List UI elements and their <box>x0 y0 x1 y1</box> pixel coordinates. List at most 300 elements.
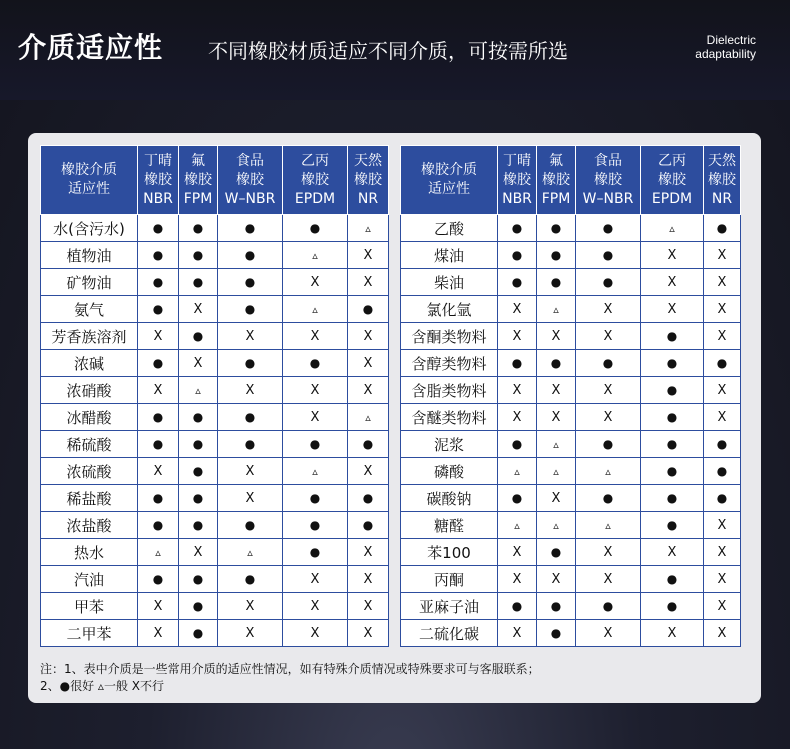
rating-cell <box>704 215 741 242</box>
rating-cell <box>537 215 576 242</box>
rating-cell <box>704 404 741 431</box>
col-4-text: 乙丙 橡胶 EPDM <box>294 152 336 207</box>
rating-cell <box>138 458 179 485</box>
medium-name: 柴油 <box>401 269 498 296</box>
rating-cell <box>138 377 179 404</box>
rating-cell <box>218 620 283 647</box>
rating-cell <box>537 242 576 269</box>
rating-bad-icon: X <box>363 248 373 263</box>
table-row <box>401 566 741 593</box>
right-table-body <box>401 215 741 647</box>
rating-good-icon: ● <box>192 275 204 289</box>
rating-cell <box>283 593 348 620</box>
rating-cell <box>218 485 283 512</box>
rating-cell <box>498 296 537 323</box>
table-row <box>41 242 389 269</box>
rating-good-icon: ● <box>309 491 321 505</box>
rating-cell <box>283 350 348 377</box>
rating-cell <box>283 269 348 296</box>
rating-bad-icon: X <box>245 329 255 344</box>
rating-bad-icon: X <box>603 302 613 317</box>
rating-cell <box>348 431 389 458</box>
rating-cell <box>576 269 641 296</box>
rating-good-icon: ● <box>550 221 562 235</box>
rating-cell <box>641 485 704 512</box>
rating-cell <box>348 242 389 269</box>
rating-cell <box>348 620 389 647</box>
table-row <box>41 539 389 566</box>
rating-good-icon: ● <box>244 275 256 289</box>
rating-cell <box>576 485 641 512</box>
rating-good-icon: ● <box>192 437 204 451</box>
rating-bad-icon: X <box>551 383 561 398</box>
rating-good-icon: ● <box>550 356 562 370</box>
rating-good-icon: ● <box>152 410 164 424</box>
rating-cell <box>576 296 641 323</box>
column-header-wnbr <box>576 146 641 215</box>
rating-cell <box>218 323 283 350</box>
rating-cell <box>537 404 576 431</box>
rating-good-icon: ● <box>244 248 256 262</box>
rating-good-icon: ● <box>362 437 374 451</box>
rating-bad-icon: X <box>310 383 320 398</box>
col-1-text: 丁晴 橡胶 NBR <box>143 152 173 207</box>
rating-bad-icon: X <box>310 599 320 614</box>
rating-bad-icon: X <box>363 599 373 614</box>
rating-good-icon: ● <box>666 356 678 370</box>
rating-cell <box>498 269 537 296</box>
rating-bad-icon: X <box>603 572 613 587</box>
rating-fair-icon: ▵ <box>553 519 559 532</box>
rating-cell <box>641 350 704 377</box>
rating-bad-icon: X <box>363 545 373 560</box>
rating-cell <box>179 242 218 269</box>
table-row <box>401 296 741 323</box>
rating-good-icon: ● <box>309 221 321 235</box>
rating-bad-icon: X <box>717 626 727 641</box>
rating-cell <box>179 404 218 431</box>
rating-cell <box>348 296 389 323</box>
rating-good-icon: ● <box>550 599 562 613</box>
rating-cell <box>138 215 179 242</box>
rating-cell <box>576 215 641 242</box>
rating-cell <box>218 593 283 620</box>
table-row <box>401 431 741 458</box>
medium-name: 含醚类物料 <box>401 404 498 431</box>
rating-cell <box>537 323 576 350</box>
rating-bad-icon: X <box>153 464 163 479</box>
rating-cell <box>218 296 283 323</box>
rating-good-icon: ● <box>192 464 204 478</box>
rating-cell <box>218 404 283 431</box>
rating-cell <box>537 296 576 323</box>
col-3-text: 食品 橡胶 W–NBR <box>224 152 276 207</box>
medium-name: 煤油 <box>401 242 498 269</box>
rating-cell <box>218 566 283 593</box>
rating-good-icon: ● <box>152 221 164 235</box>
column-header-nr <box>348 146 389 215</box>
table-row <box>41 377 389 404</box>
rating-bad-icon: X <box>363 356 373 371</box>
rating-cell <box>576 458 641 485</box>
column-header-fpm <box>179 146 218 215</box>
rating-cell <box>498 431 537 458</box>
col-2-text: 氟 橡胶 FPM <box>183 152 213 207</box>
rating-cell <box>576 350 641 377</box>
table-row <box>401 539 741 566</box>
medium-name: 二硫化碳 <box>401 620 498 647</box>
rating-bad-icon: X <box>310 626 320 641</box>
medium-name: 含醇类物料 <box>401 350 498 377</box>
rating-cell <box>348 485 389 512</box>
rating-cell <box>283 296 348 323</box>
rating-cell <box>218 377 283 404</box>
rating-good-icon: ● <box>192 626 204 640</box>
table-row <box>41 296 389 323</box>
rating-good-icon: ● <box>152 302 164 316</box>
rating-good-icon: ● <box>244 302 256 316</box>
rating-fair-icon: ▵ <box>195 384 201 397</box>
rating-good-icon: ● <box>244 518 256 532</box>
table-row <box>401 215 741 242</box>
rating-cell <box>138 431 179 458</box>
medium-name: 泥浆 <box>401 431 498 458</box>
rating-good-icon: ● <box>602 248 614 262</box>
rating-bad-icon: X <box>667 626 677 641</box>
rating-cell <box>641 215 704 242</box>
rating-cell <box>576 539 641 566</box>
rating-cell <box>641 593 704 620</box>
rating-cell <box>138 593 179 620</box>
rating-cell <box>138 269 179 296</box>
medium-name: 碳酸钠 <box>401 485 498 512</box>
rating-bad-icon: X <box>667 275 677 290</box>
rating-good-icon: ● <box>511 599 523 613</box>
rating-cell <box>704 593 741 620</box>
table-row <box>41 593 389 620</box>
table-row <box>41 431 389 458</box>
medium-name: 苯100 <box>401 539 498 566</box>
table-row <box>401 512 741 539</box>
rating-good-icon: ● <box>602 275 614 289</box>
rating-cell <box>283 377 348 404</box>
column-header-fpm <box>537 146 576 215</box>
rating-cell <box>641 539 704 566</box>
footer-note-line2: 2、●很好 ▵一般 X不行 <box>40 679 164 693</box>
rating-cell <box>704 431 741 458</box>
table-row <box>401 242 741 269</box>
rating-good-icon: ● <box>666 329 678 343</box>
rating-cell <box>537 539 576 566</box>
rating-cell <box>498 404 537 431</box>
rating-cell <box>704 566 741 593</box>
rating-fair-icon: ▵ <box>312 249 318 262</box>
rating-cell <box>498 512 537 539</box>
rating-good-icon: ● <box>716 491 728 505</box>
rating-bad-icon: X <box>363 572 373 587</box>
page-subtitle: 不同橡胶材质适应不同介质，可按需所选 <box>208 39 568 63</box>
rating-good-icon: ● <box>666 383 678 397</box>
rating-cell <box>218 458 283 485</box>
rating-good-icon: ● <box>244 437 256 451</box>
rating-cell <box>218 350 283 377</box>
rating-cell <box>498 593 537 620</box>
rating-cell <box>498 485 537 512</box>
rating-bad-icon: X <box>363 464 373 479</box>
medium-name: 二甲苯 <box>41 620 138 647</box>
rating-good-icon: ● <box>192 410 204 424</box>
rating-good-icon: ● <box>309 437 321 451</box>
rating-cell <box>537 377 576 404</box>
rating-cell <box>704 512 741 539</box>
table-row <box>401 269 741 296</box>
rating-good-icon: ● <box>602 491 614 505</box>
rating-cell <box>218 242 283 269</box>
rating-cell <box>498 350 537 377</box>
medium-name: 浓盐酸 <box>41 512 138 539</box>
rating-cell <box>348 566 389 593</box>
rating-good-icon: ● <box>550 248 562 262</box>
rating-cell <box>704 539 741 566</box>
table-row <box>41 512 389 539</box>
rating-bad-icon: X <box>717 410 727 425</box>
rating-fair-icon: ▵ <box>247 546 253 559</box>
rating-cell <box>641 377 704 404</box>
rating-cell <box>283 242 348 269</box>
rating-good-icon: ● <box>152 518 164 532</box>
rating-cell <box>498 242 537 269</box>
medium-name: 丙酮 <box>401 566 498 593</box>
rating-good-icon: ● <box>192 518 204 532</box>
medium-name: 氯化氩 <box>401 296 498 323</box>
rating-cell <box>537 458 576 485</box>
rating-cell <box>498 566 537 593</box>
rating-fair-icon: ▵ <box>365 222 371 235</box>
rating-good-icon: ● <box>309 545 321 559</box>
rating-bad-icon: X <box>717 275 727 290</box>
rating-cell <box>348 215 389 242</box>
rating-bad-icon: X <box>717 302 727 317</box>
medium-name: 稀盐酸 <box>41 485 138 512</box>
rating-good-icon: ● <box>666 599 678 613</box>
rating-bad-icon: X <box>512 302 522 317</box>
rating-bad-icon: X <box>193 356 203 371</box>
rating-cell <box>138 512 179 539</box>
rating-cell <box>641 323 704 350</box>
rating-good-icon: ● <box>152 275 164 289</box>
col-0-text-r: 橡胶介质 适应性 <box>421 162 477 197</box>
rating-cell <box>704 323 741 350</box>
rating-bad-icon: X <box>245 383 255 398</box>
rating-bad-icon: X <box>512 545 522 560</box>
rating-cell <box>641 269 704 296</box>
rating-good-icon: ● <box>244 572 256 586</box>
rating-cell <box>283 512 348 539</box>
rating-good-icon: ● <box>550 545 562 559</box>
rating-cell <box>498 323 537 350</box>
compatibility-table-right <box>400 145 741 647</box>
rating-cell <box>179 458 218 485</box>
rating-good-icon: ● <box>511 221 523 235</box>
rating-cell <box>348 593 389 620</box>
footer-note <box>40 661 540 695</box>
rating-cell <box>348 539 389 566</box>
rating-good-icon: ● <box>152 572 164 586</box>
rating-cell <box>179 431 218 458</box>
rating-cell <box>348 512 389 539</box>
rating-cell <box>641 566 704 593</box>
table-row <box>41 566 389 593</box>
rating-cell <box>179 620 218 647</box>
rating-good-icon: ● <box>666 491 678 505</box>
rating-fair-icon: ▵ <box>514 519 520 532</box>
table-header-row <box>401 146 741 215</box>
rating-good-icon: ● <box>666 572 678 586</box>
left-table-body <box>41 215 389 647</box>
column-header-epdm <box>641 146 704 215</box>
rating-cell <box>641 512 704 539</box>
rating-cell <box>283 539 348 566</box>
english-title-line1: Dielectric <box>706 33 756 47</box>
table-row <box>401 404 741 431</box>
rating-cell <box>283 566 348 593</box>
table-row <box>401 458 741 485</box>
rating-cell <box>348 350 389 377</box>
rating-good-icon: ● <box>309 356 321 370</box>
medium-name: 植物油 <box>41 242 138 269</box>
header-banner <box>0 0 790 100</box>
rating-bad-icon: X <box>551 329 561 344</box>
rating-fair-icon: ▵ <box>553 465 559 478</box>
table-row <box>41 269 389 296</box>
rating-cell <box>537 512 576 539</box>
rating-cell <box>704 296 741 323</box>
rating-cell <box>498 377 537 404</box>
rating-good-icon: ● <box>666 437 678 451</box>
medium-name: 含酮类物料 <box>401 323 498 350</box>
medium-name: 稀硫酸 <box>41 431 138 458</box>
rating-bad-icon: X <box>310 329 320 344</box>
rating-bad-icon: X <box>717 383 727 398</box>
rating-cell <box>283 485 348 512</box>
rating-cell <box>576 566 641 593</box>
rating-bad-icon: X <box>310 410 320 425</box>
rating-cell <box>641 431 704 458</box>
rating-cell <box>641 242 704 269</box>
rating-cell <box>179 566 218 593</box>
rating-cell <box>138 350 179 377</box>
rating-cell <box>576 431 641 458</box>
rating-fair-icon: ▵ <box>155 546 161 559</box>
rating-bad-icon: X <box>667 545 677 560</box>
rating-cell <box>537 620 576 647</box>
rating-cell <box>537 566 576 593</box>
rating-good-icon: ● <box>716 464 728 478</box>
table-row <box>41 215 389 242</box>
rating-good-icon: ● <box>602 599 614 613</box>
rating-good-icon: ● <box>244 410 256 424</box>
column-header-nbr <box>498 146 537 215</box>
medium-name: 汽油 <box>41 566 138 593</box>
compatibility-card <box>28 133 761 703</box>
rating-bad-icon: X <box>603 329 613 344</box>
rating-bad-icon: X <box>603 383 613 398</box>
column-header-nr <box>704 146 741 215</box>
compatibility-table-left <box>40 145 389 647</box>
medium-name: 甲苯 <box>41 593 138 620</box>
rating-fair-icon: ▵ <box>365 411 371 424</box>
rating-cell <box>218 512 283 539</box>
rating-cell <box>138 566 179 593</box>
rating-cell <box>138 242 179 269</box>
table-row <box>41 485 389 512</box>
rating-bad-icon: X <box>310 572 320 587</box>
rating-bad-icon: X <box>363 383 373 398</box>
rating-fair-icon: ▵ <box>669 222 675 235</box>
english-title <box>695 33 756 61</box>
rating-good-icon: ● <box>666 464 678 478</box>
medium-name: 冰醋酸 <box>41 404 138 431</box>
medium-name: 磷酸 <box>401 458 498 485</box>
rating-cell <box>138 539 179 566</box>
rating-cell <box>179 539 218 566</box>
rating-cell <box>704 377 741 404</box>
rating-good-icon: ● <box>602 221 614 235</box>
rating-cell <box>179 593 218 620</box>
table-row <box>41 323 389 350</box>
rating-cell <box>179 215 218 242</box>
table-row <box>401 620 741 647</box>
rating-cell <box>576 323 641 350</box>
rating-cell <box>704 458 741 485</box>
rating-cell <box>179 512 218 539</box>
rating-cell <box>138 296 179 323</box>
rating-cell <box>704 269 741 296</box>
medium-name: 热水 <box>41 539 138 566</box>
rating-good-icon: ● <box>362 491 374 505</box>
rating-bad-icon: X <box>512 329 522 344</box>
rating-cell <box>348 269 389 296</box>
rating-cell <box>283 323 348 350</box>
column-header-nbr <box>138 146 179 215</box>
rating-cell <box>218 215 283 242</box>
rating-cell <box>641 620 704 647</box>
left-table-wrap <box>40 145 389 647</box>
rating-bad-icon: X <box>512 410 522 425</box>
medium-name: 乙酸 <box>401 215 498 242</box>
rating-cell <box>348 323 389 350</box>
medium-name: 浓硫酸 <box>41 458 138 485</box>
right-table-wrap <box>400 145 741 647</box>
rating-bad-icon: X <box>717 572 727 587</box>
rating-fair-icon: ▵ <box>514 465 520 478</box>
rating-cell <box>179 296 218 323</box>
rating-bad-icon: X <box>603 410 613 425</box>
medium-name: 浓碱 <box>41 350 138 377</box>
rating-fair-icon: ▵ <box>312 303 318 316</box>
medium-name: 含脂类物料 <box>401 377 498 404</box>
rating-cell <box>498 458 537 485</box>
col-1-text-r: 丁晴 橡胶 NBR <box>502 152 532 207</box>
rating-bad-icon: X <box>717 545 727 560</box>
rating-cell <box>576 242 641 269</box>
rating-good-icon: ● <box>152 491 164 505</box>
rating-bad-icon: X <box>153 329 163 344</box>
english-title-line2: adaptability <box>695 47 756 61</box>
rating-good-icon: ● <box>716 221 728 235</box>
rating-bad-icon: X <box>512 572 522 587</box>
rating-good-icon: ● <box>244 356 256 370</box>
